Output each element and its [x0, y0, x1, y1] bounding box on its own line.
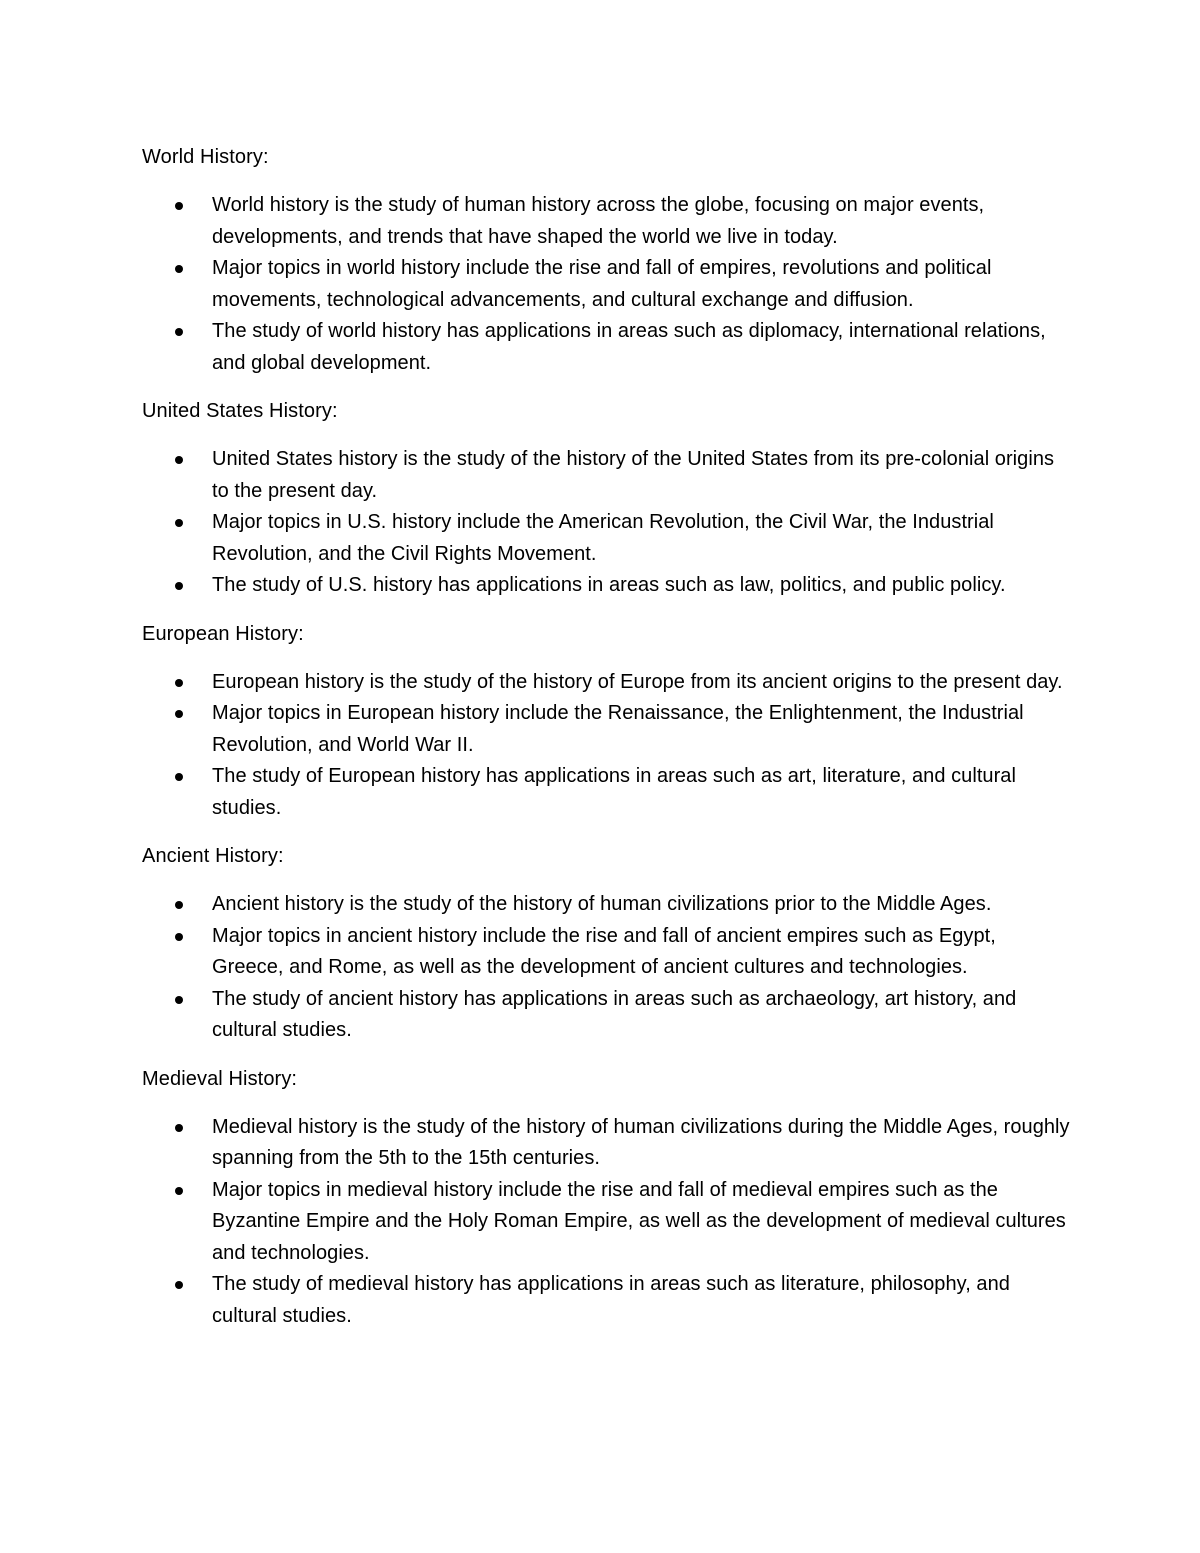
bullet-text: Major topics in ancient history include the rise and fall of ancient empires such as Egypt, Greece, and Rome, as well as the development of ancient cultures and technologies. — [212, 924, 996, 978]
bullet-text: Major topics in world history include the rise and fall of empires, revolutions and political movements, technological advancements, and cultural exchange and diffusion. — [212, 257, 992, 311]
bullet-item — [142, 761, 1072, 824]
section-heading: Medieval History: — [142, 1067, 298, 1090]
bullet-text: World history is the study of human history across the globe, focusing on major events, developments, and trends that have shaped the world we live in today. — [212, 194, 985, 248]
bullet-list — [142, 1112, 1072, 1333]
bullet-dot-icon — [175, 996, 183, 1004]
bullet-item — [142, 921, 1072, 984]
section-heading: United States History: — [142, 400, 338, 422]
bullet-item — [142, 698, 1072, 761]
bullet-text: Medieval history is the study of the history of human civilizations during the Middle Ages, roughly spanning from the 5th to the 15th centuries. — [212, 1115, 1070, 1169]
bullet-text: The study of U.S. history has applications in areas such as law, politics, and public policy. — [212, 574, 1006, 596]
bullet-text: The study of medieval history has applications in areas such as literature, philosophy, and cultural studies. — [212, 1273, 1010, 1327]
bullet-text: The study of European history has applications in areas such as art, literature, and cultural studies. — [212, 765, 1016, 819]
bullet-dot-icon — [175, 456, 183, 464]
bullet-item — [142, 1269, 1072, 1332]
bullet-dot-icon — [175, 265, 183, 273]
bullet-text: Major topics in medieval history include the rise and fall of medieval empires such as the Byzantine Empire and the Holy Roman Empire, as well as the development of medieval cultures and technologies. — [212, 1178, 1066, 1264]
bullet-item — [142, 1112, 1072, 1175]
bullet-dot-icon — [175, 710, 183, 718]
bullet-item — [142, 316, 1072, 379]
bullet-dot-icon — [175, 1124, 183, 1132]
bullet-text: Ancient history is the study of the history of human civilizations prior to the Middle Ages. — [212, 893, 992, 915]
section-heading: Ancient History: — [142, 845, 284, 867]
section-heading: European History: — [142, 622, 304, 645]
bullet-text: The study of world history has applications in areas such as diplomacy, international relations, and global development. — [212, 320, 1046, 374]
section-world-history — [142, 142, 1072, 379]
bullet-text: The study of ancient history has applications in areas such as archaeology, art history, and cultural studies. — [212, 987, 1017, 1041]
section-european-history — [142, 619, 1072, 825]
bullet-text: Major topics in European history include the Renaissance, the Enlightenment, the Industrial Revolution, and World War II. — [212, 702, 1024, 756]
bullet-item — [142, 889, 1072, 921]
bullet-item — [142, 507, 1072, 570]
bullet-text: European history is the study of the history of Europe from its ancient origins to the present day. — [212, 670, 1063, 693]
bullet-dot-icon — [175, 901, 183, 909]
bullet-text: United States history is the study of the history of the United States from its pre-colonial origins to the present day. — [212, 448, 1055, 502]
bullet-item — [142, 984, 1072, 1047]
bullet-item — [142, 190, 1072, 253]
bullet-item — [142, 1175, 1072, 1270]
bullet-dot-icon — [175, 933, 183, 941]
bullet-text: Major topics in U.S. history include the American Revolution, the Civil War, the Industrial Revolution, and the Civil Rights Movement. — [212, 511, 994, 565]
bullet-item — [142, 253, 1072, 316]
bullet-dot-icon — [175, 773, 183, 781]
section-heading: World History: — [142, 146, 269, 168]
bullet-dot-icon — [175, 1281, 183, 1289]
bullet-item — [142, 570, 1072, 602]
document-body — [142, 142, 1072, 1349]
bullet-item — [142, 444, 1072, 507]
bullet-list — [142, 444, 1072, 602]
bullet-dot-icon — [175, 679, 183, 687]
bullet-list — [142, 190, 1072, 379]
bullet-list — [142, 889, 1072, 1047]
bullet-item — [142, 667, 1072, 699]
section-medieval-history — [142, 1064, 1072, 1333]
bullet-dot-icon — [175, 1187, 183, 1195]
bullet-dot-icon — [175, 582, 183, 590]
bullet-dot-icon — [175, 519, 183, 527]
section-united-states-history — [142, 396, 1072, 602]
bullet-dot-icon — [175, 202, 183, 210]
bullet-list — [142, 667, 1072, 825]
bullet-dot-icon — [175, 328, 183, 336]
section-ancient-history — [142, 841, 1072, 1047]
